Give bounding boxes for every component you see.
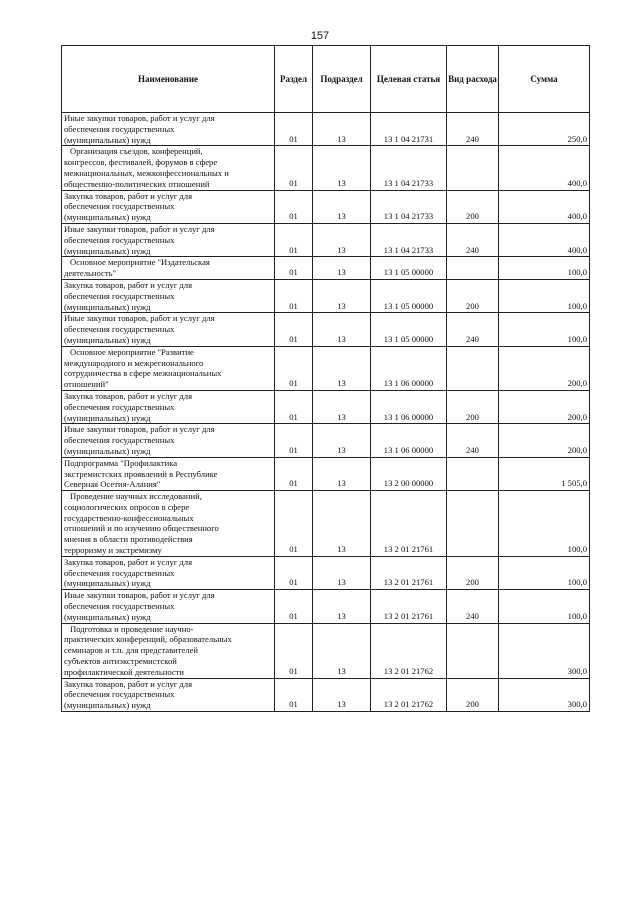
row-summa-cell [499,623,590,678]
row-summa: 200,0 [567,411,587,422]
row-celevaya: 13 1 06 00000 [383,411,434,422]
row-vid: 240 [466,244,479,255]
row-vid-cell [447,424,499,457]
row-celevaya-cell [371,390,447,423]
row-summa: 200,0 [567,378,587,389]
table-header-row [62,46,590,113]
row-podrazdel-cell [313,223,371,256]
row-razdel-cell [275,491,313,557]
table-row [62,457,590,490]
row-name: Закупка товаров, работ и услуг для обеспечения государственных (муниципальных) нужд [62,390,275,423]
row-vid-cell [447,113,499,146]
table-row [62,424,590,457]
table-row [62,223,590,256]
row-name: Проведение научных исследований, социологических опросов в сфере государственно-конфессиональных отношений и по изучению общественного мнения в области противодействия терроризму и экстремизму [62,491,275,557]
row-razdel-cell [275,457,313,490]
row-razdel: 01 [289,577,298,588]
row-celevaya-cell [371,257,447,280]
row-celevaya-cell [371,279,447,312]
row-vid: 200 [466,411,479,422]
row-razdel: 01 [289,610,298,621]
row-name: Иные закупки товаров, работ и услуг для обеспечения государственных (муниципальных) нужд [62,113,275,146]
row-celevaya: 13 1 06 00000 [383,378,434,389]
row-vid: 200 [466,300,479,311]
row-vid-cell [447,590,499,623]
row-celevaya: 13 2 01 21761 [383,610,434,621]
row-name: Иные закупки товаров, работ и услуг для обеспечения государственных (муниципальных) нужд [62,590,275,623]
row-razdel: 01 [289,133,298,144]
row-celevaya: 13 1 04 21733 [383,211,434,222]
row-podrazdel: 13 [337,300,346,311]
row-celevaya-cell [371,313,447,346]
row-name: Закупка товаров, работ и услуг для обеспечения государственных (муниципальных) нужд [62,190,275,223]
row-razdel: 01 [289,411,298,422]
row-summa: 400,0 [567,177,587,188]
row-vid-cell [447,346,499,390]
row-razdel: 01 [289,300,298,311]
row-razdel-cell [275,313,313,346]
row-summa: 400,0 [567,244,587,255]
row-podrazdel: 13 [337,267,346,278]
budget-table [61,45,590,712]
row-summa: 100,0 [567,300,587,311]
row-podrazdel-cell [313,113,371,146]
row-razdel: 01 [289,211,298,222]
row-summa-cell [499,257,590,280]
row-razdel: 01 [289,267,298,278]
row-razdel: 01 [289,333,298,344]
row-celevaya-cell [371,590,447,623]
row-celevaya: 13 2 01 21761 [383,544,434,555]
row-podrazdel: 13 [337,699,346,710]
row-podrazdel-cell [313,678,371,711]
row-vid-cell [447,491,499,557]
row-podrazdel-cell [313,491,371,557]
row-podrazdel-cell [313,279,371,312]
row-summa: 100,0 [567,544,587,555]
row-name: Закупка товаров, работ и услуг для обеспечения государственных (муниципальных) нужд [62,678,275,711]
row-celevaya: 13 1 04 21733 [383,177,434,188]
row-vid-cell [447,146,499,190]
row-podrazdel-cell [313,313,371,346]
row-podrazdel: 13 [337,577,346,588]
row-name: Иные закупки товаров, работ и услуг для обеспечения государственных (муниципальных) нужд [62,223,275,256]
row-celevaya-cell [371,556,447,589]
row-name: Основное мероприятие "Развитие международного и межрегионального сотрудничества в сфере межнациональных отношений" [62,346,275,390]
row-celevaya: 13 2 01 21761 [383,577,434,588]
header-name: Наименование [62,46,275,113]
row-vid-cell [447,313,499,346]
row-summa: 1 505,0 [561,478,587,489]
row-vid: 200 [466,577,479,588]
row-razdel-cell [275,113,313,146]
row-summa-cell [499,457,590,490]
row-razdel-cell [275,623,313,678]
row-summa-cell [499,678,590,711]
row-podrazdel-cell [313,424,371,457]
row-vid-cell [447,678,499,711]
row-vid-cell [447,190,499,223]
row-razdel-cell [275,146,313,190]
row-summa: 400,0 [567,211,587,222]
table-row [62,146,590,190]
row-razdel: 01 [289,478,298,489]
row-vid-cell [447,457,499,490]
row-celevaya-cell [371,623,447,678]
row-razdel: 01 [289,699,298,710]
row-vid: 200 [466,211,479,222]
row-vid-cell [447,556,499,589]
row-celevaya-cell [371,146,447,190]
row-summa-cell [499,313,590,346]
row-celevaya-cell [371,346,447,390]
row-razdel: 01 [289,177,298,188]
row-summa-cell [499,279,590,312]
row-podrazdel: 13 [337,478,346,489]
row-summa: 300,0 [567,665,587,676]
row-podrazdel-cell [313,346,371,390]
row-summa-cell [499,556,590,589]
row-podrazdel: 13 [337,665,346,676]
row-vid: 200 [466,699,479,710]
row-podrazdel: 13 [337,244,346,255]
row-razdel: 01 [289,244,298,255]
table-row [62,113,590,146]
row-name: Иные закупки товаров, работ и услуг для обеспечения государственных (муниципальных) нужд [62,313,275,346]
row-summa-cell [499,491,590,557]
row-podrazdel-cell [313,457,371,490]
row-celevaya-cell [371,491,447,557]
row-celevaya-cell [371,113,447,146]
table-row [62,346,590,390]
row-celevaya: 13 1 05 00000 [383,267,434,278]
row-summa: 100,0 [567,333,587,344]
row-summa-cell [499,346,590,390]
table-row [62,590,590,623]
row-celevaya: 13 1 05 00000 [383,300,434,311]
row-summa: 250,0 [567,133,587,144]
row-razdel-cell [275,279,313,312]
row-celevaya: 13 1 05 00000 [383,333,434,344]
row-name: Подпрограмма "Профилактика экстремистских проявлений в Республике Северная Осетия-Алания" [62,457,275,490]
row-celevaya: 13 1 04 21733 [383,244,434,255]
row-celevaya: 13 2 01 21762 [383,699,434,710]
row-razdel-cell [275,223,313,256]
row-podrazdel: 13 [337,133,346,144]
row-razdel: 01 [289,665,298,676]
row-celevaya-cell [371,424,447,457]
row-razdel-cell [275,257,313,280]
row-vid-cell [447,623,499,678]
row-razdel-cell [275,424,313,457]
row-podrazdel-cell [313,623,371,678]
row-vid-cell [447,390,499,423]
row-summa-cell [499,113,590,146]
row-podrazdel: 13 [337,544,346,555]
header-razdel: Раздел [275,46,313,113]
row-summa: 200,0 [567,444,587,455]
header-podrazdel: Подраздел [313,46,371,113]
row-razdel: 01 [289,378,298,389]
row-name: Организация съездов, конференций, конгрессов, фестивалей, форумов в сфере межнациональных, межконфессиональных и общественно-политических отношений [62,146,275,190]
row-razdel-cell [275,346,313,390]
row-podrazdel-cell [313,257,371,280]
row-vid-cell [447,223,499,256]
row-celevaya: 13 1 04 21731 [383,133,434,144]
row-summa-cell [499,146,590,190]
row-razdel-cell [275,390,313,423]
row-razdel-cell [275,190,313,223]
row-name: Закупка товаров, работ и услуг для обеспечения государственных (муниципальных) нужд [62,279,275,312]
row-vid: 240 [466,333,479,344]
row-vid-cell [447,257,499,280]
row-razdel-cell [275,590,313,623]
row-podrazdel: 13 [337,378,346,389]
row-celevaya-cell [371,457,447,490]
table-row [62,678,590,711]
row-summa: 300,0 [567,699,587,710]
row-podrazdel: 13 [337,444,346,455]
row-razdel-cell [275,556,313,589]
row-vid: 240 [466,444,479,455]
row-celevaya: 13 2 01 21762 [383,665,434,676]
row-celevaya: 13 2 00 00000 [383,478,434,489]
table-row [62,313,590,346]
row-podrazdel-cell [313,190,371,223]
row-celevaya-cell [371,190,447,223]
row-podrazdel: 13 [337,411,346,422]
row-podrazdel-cell [313,390,371,423]
row-razdel-cell [275,678,313,711]
row-summa-cell [499,590,590,623]
row-summa: 100,0 [567,267,587,278]
row-podrazdel: 13 [337,333,346,344]
table-row [62,257,590,280]
table-row [62,279,590,312]
row-podrazdel-cell [313,146,371,190]
table-row [62,556,590,589]
header-celevaya: Целевая статья [371,46,447,113]
row-razdel: 01 [289,444,298,455]
row-name: Подготовка и проведение научно- практических конференций, образовательных семинаров и т.п. для представителей субъектов антиэкстремистской профилактической деятельности [62,623,275,678]
row-summa: 100,0 [567,610,587,621]
header-vid: Вид расхода [447,46,499,113]
table-row [62,390,590,423]
header-summa: Сумма [499,46,590,113]
row-podrazdel: 13 [337,211,346,222]
row-summa-cell [499,424,590,457]
row-name: Основное мероприятие "Издательская деятельность" [62,257,275,280]
page-number: 157 [310,30,330,42]
row-name: Иные закупки товаров, работ и услуг для обеспечения государственных (муниципальных) нужд [62,424,275,457]
row-vid-cell [447,279,499,312]
table-row [62,190,590,223]
row-celevaya-cell [371,223,447,256]
row-celevaya: 13 1 06 00000 [383,444,434,455]
row-name: Закупка товаров, работ и услуг для обеспечения государственных (муниципальных) нужд [62,556,275,589]
row-podrazdel-cell [313,590,371,623]
table-row [62,623,590,678]
table-row [62,491,590,557]
row-vid: 240 [466,610,479,621]
row-celevaya-cell [371,678,447,711]
row-podrazdel-cell [313,556,371,589]
row-summa-cell [499,223,590,256]
row-summa-cell [499,390,590,423]
row-razdel: 01 [289,544,298,555]
row-podrazdel: 13 [337,177,346,188]
row-podrazdel: 13 [337,610,346,621]
row-summa-cell [499,190,590,223]
row-vid: 240 [466,133,479,144]
row-summa: 100,0 [567,577,587,588]
